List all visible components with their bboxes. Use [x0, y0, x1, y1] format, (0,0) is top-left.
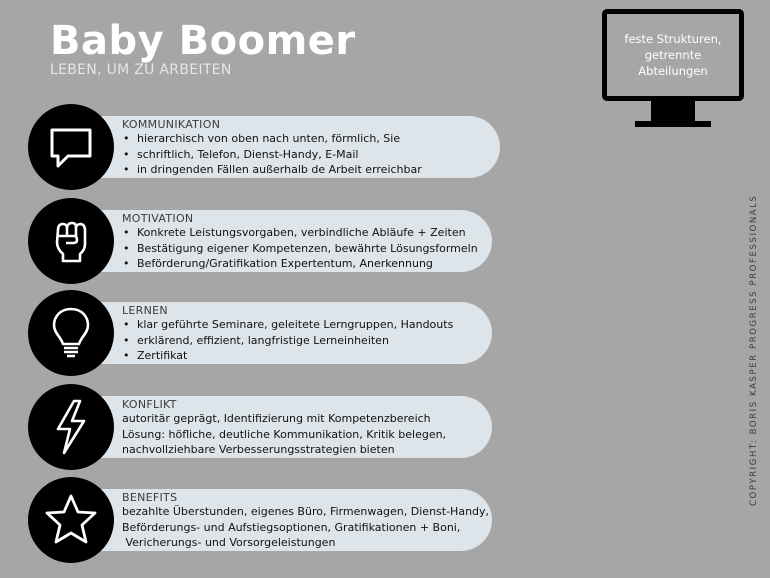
text-line: bezahlte Überstunden, eigenes Büro, Firmenwagen, Dienst-Handy, [122, 505, 490, 518]
monitor-text: feste Strukturen, getrennte Abteilungen [602, 9, 744, 101]
section-card [68, 396, 492, 458]
section-card [68, 116, 500, 178]
monitor-icon [602, 9, 744, 126]
list-item: • in dringenden Fällen außerhalb de Arbeit erreichbar [122, 162, 500, 178]
lightning-icon [28, 384, 114, 470]
list-item: • Zertifikat [122, 348, 492, 364]
list-item: • Bestätigung eigener Kompetenzen, bewährte Lösungsformeln [122, 241, 492, 257]
section-card [68, 489, 492, 551]
text-line: nachvollziehbare Verbesserungsstrategien bieten [122, 443, 395, 456]
text-line: autoritär geprägt, Identifizierung mit Kompetenzbereich [122, 412, 431, 425]
list-item: • Konkrete Leistungsvorgaben, verbindliche Abläufe + Zeiten [122, 225, 492, 241]
section-card [68, 302, 492, 364]
fist-icon [28, 198, 114, 284]
section-heading: KONFLIKT [122, 398, 177, 411]
section-heading: LERNEN [122, 304, 168, 317]
section-benefits [28, 477, 508, 563]
section-kommunikation [28, 104, 508, 190]
section-card [68, 210, 492, 272]
page-title: Baby Boomer [50, 18, 356, 64]
text-line: Lösung: höfliche, deutliche Kommunikation, Kritik belegen, [122, 427, 447, 441]
section-heading: KOMMUNIKATION [122, 118, 221, 131]
bullet-list [122, 131, 500, 178]
speech-bubble-icon [28, 104, 114, 190]
bullet-list [122, 317, 492, 364]
list-item: • erklärend, effizient, langfristige Lerneinheiten [122, 333, 492, 349]
bullet-list [122, 225, 492, 272]
section-heading: MOTIVATION [122, 212, 194, 225]
section-motivation [28, 198, 508, 284]
section-lernen [28, 290, 508, 376]
list-item: • Beförderung/Gratifikation Expertentum, Anerkennung [122, 256, 492, 272]
star-icon [28, 477, 114, 563]
monitor-neck [651, 101, 695, 121]
section-heading: BENEFITS [122, 491, 178, 504]
list-item: • schriftlich, Telefon, Dienst-Handy, E-Mail [122, 147, 500, 163]
text-line: Vericherungs- und Vorsorgeleistungen [122, 536, 336, 549]
page-subtitle: LEBEN, UM ZU ARBEITEN [50, 62, 232, 78]
section-konflikt [28, 384, 508, 470]
text-line: Beförderungs- und Aufstiegsoptionen, Gratifikationen + Boni, [122, 520, 461, 534]
copyright-text: COPYRIGHT: BORIS KASPER PROGRESS PROFESSIONALS [749, 194, 759, 506]
monitor-base [635, 121, 711, 127]
list-item: • klar geführte Seminare, geleitete Lerngruppen, Handouts [122, 317, 492, 333]
list-item: • hierarchisch von oben nach unten, förmlich, Sie [122, 131, 500, 147]
lightbulb-icon [28, 290, 114, 376]
